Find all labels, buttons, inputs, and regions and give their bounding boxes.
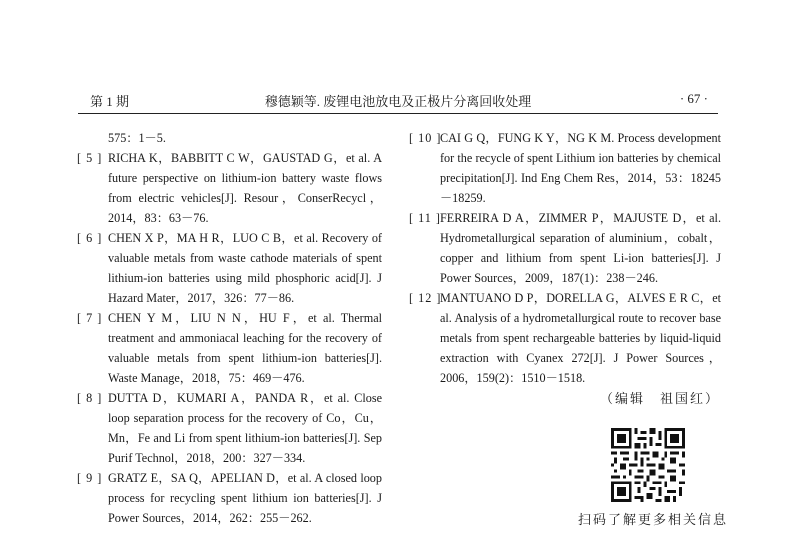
reference-text: MANTUANO D P，DORELLA G，ALVES E R C，et al. Analysis of a hydrometallurgical route to recover base metals from spent rechargeable batteries by liquid-liquid extraction with Cyanex 272[J]. J Power Sources，2006，159(2)：1510－1518. [440, 291, 721, 385]
reference-text: RICHA K，BABBITT C W，GAUSTAD G，et al. A future perspective on lithium-ion battery waste flows from electric vehicles[J]. Resour，ConserRecycl，2014，83：63－76. [108, 151, 382, 225]
reference-item [77, 308, 382, 388]
header-rule [78, 113, 718, 114]
reference-number: [ 12 ] [409, 291, 442, 305]
reference-number: [ 10 ] [409, 131, 442, 145]
reference-number: [ 5 ] [77, 151, 103, 165]
reference-text: DUTTA D，KUMARI A，PANDA R，et al. Close loop separation process for the recovery of Co，Cu，Mn，Fe and Li from spent lithium-ion batteries[J]. Sep Purif Technol，2018，200：327－334. [108, 391, 382, 465]
running-header [78, 91, 718, 111]
reference-item [409, 128, 721, 208]
qr-code[interactable] [611, 428, 685, 502]
reference-text: CAI G Q，FUNG K Y，NG K M. Process development for the recycle of spent Lithium ion batteries by chemical precipitation[J]. Ind Eng Chem Res，2014，53：18245－18259. [440, 131, 721, 205]
reference-text: GRATZ E，SA Q，APELIAN D，et al. A closed loop process for recycling spent lithium ion batteries[J]. J Power Sources，2014，262：255－262. [108, 471, 382, 525]
editor-credit: （编辑 祖国红） [600, 391, 721, 406]
reference-item [409, 208, 721, 288]
reference-number: [ 8 ] [77, 391, 103, 405]
reference-number: [ 6 ] [77, 231, 103, 245]
reference-number: [ 9 ] [77, 471, 103, 485]
reference-number: [ 7 ] [77, 311, 103, 325]
reference-number: [ 11 ] [409, 211, 441, 225]
reference-item [77, 148, 382, 228]
left-column [77, 128, 382, 528]
qr-caption: 扫码了解更多相关信息 [578, 512, 729, 527]
reference-text: FERREIRA D A，ZIMMER P，MAJUSTE D，et al. Hydrometallurgical separation of aluminium，cobalt，copper and lithium from spent Li-ion batteries[J]. J Power Sources，2009，187(1)：238－246. [440, 211, 721, 285]
reference-continuation: 575：1－5. [108, 131, 166, 145]
reference-item [409, 288, 721, 388]
reference-text: CHEN Y M，LIU N N，HU F，et al. Thermal treatment and ammoniacal leaching for the recovery of valuable metals from spent lithium-ion batteries[J]. Waste Manage，2018，75：469－476. [108, 311, 382, 385]
reference-text: CHEN X P，MA H R，LUO C B，et al. Recovery of valuable metals from waste cathode materials of spent lithium-ion batteries using mild phosphoric acid[J]. J Hazard Mater，2017，326：77－86. [108, 231, 382, 305]
issue-number: 第 1 期 [90, 94, 130, 109]
reference-item [77, 228, 382, 308]
reference-item [77, 388, 382, 468]
running-title: 穆德颖等. 废锂电池放电及正极片分离回收处理 [264, 94, 532, 109]
page-number: · 67 · [679, 91, 708, 106]
reference-item [77, 468, 382, 528]
right-column [409, 128, 721, 388]
